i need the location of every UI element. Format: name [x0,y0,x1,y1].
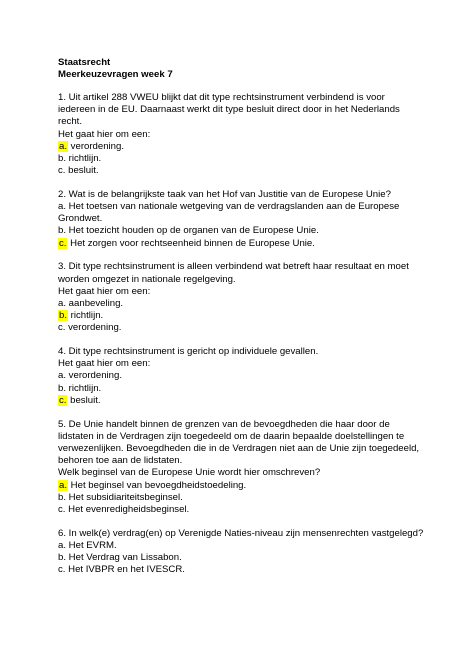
question-4 [58,346,424,407]
answer-letter: a. [58,370,67,382]
document-subtitle: Meerkeuzevragen week 7 [58,69,173,81]
answer-text: aanbeveling. [66,297,124,309]
answer-text: Het evenredigheidsbeginsel. [65,504,190,515]
answer-text: Het subsidiariteitsbeginsel. [66,491,183,503]
answer-text: richtlijn. [68,310,104,322]
answer-text: Het toetsen van nationale wetgeving van de verdragslanden aan de Europese Grondwet. [58,201,400,225]
question-2 [58,189,424,250]
answer-option-a [58,480,424,492]
answer-text: besluit. [67,394,101,406]
question-prompt: Het gaat hier om een: [58,128,151,140]
answer-text: verordening. [66,370,123,382]
answer-letter: c. [58,165,66,177]
answer-option-b [58,153,424,165]
answer-letter: c. [58,504,66,515]
question-1 [58,92,424,177]
answer-option-b [58,492,424,504]
question-text: 3. Dit type rechtsinstrument is alleen verbindend wat betreft haar resultaat en moet worden omgezet in nationale regelgeving. [58,261,409,285]
answer-text: verordening. [68,140,125,152]
answer-letter-highlighted: a. [59,140,68,152]
answer-letter-highlighted: c. [59,237,67,249]
answer-text: Het Verdrag van Lissabon. [66,552,182,564]
question-text: 6. In welk(e) verdrag(en) op Verenigde Naties-niveau zijn mensenrechten vastgelegd? [58,527,424,539]
answer-option-b [58,383,424,395]
answer-letter: b. [58,552,67,564]
question-prompt: Het gaat hier om een: [58,285,151,297]
question-5 [58,419,424,517]
answer-text: besluit. [65,165,99,177]
answer-text: richtlijn. [66,382,102,394]
answer-letter-highlighted: a. [59,479,68,491]
answer-option-b [58,552,424,564]
answer-option-b [58,225,424,237]
answer-letter-highlighted: b. [59,310,68,322]
question-prompt: Welk beginsel van de Europese Unie wordt hier omschreven? [58,467,321,479]
answer-option-c [58,238,424,250]
answer-letter: a. [58,201,67,213]
answer-option-a [58,540,424,552]
answer-letter: c. [58,322,66,334]
answer-option-c [58,322,424,334]
question-prompt: Het gaat hier om een: [58,358,151,370]
answer-letter-highlighted: c. [59,394,67,406]
answer-option-a [58,141,424,153]
answer-letter: c. [58,564,66,576]
answer-option-a [58,201,424,225]
answer-letter: a. [58,297,67,309]
answer-option-a [58,370,424,382]
answer-option-c [58,395,424,407]
answer-letter: b. [58,491,67,503]
answer-letter: b. [58,382,67,394]
answer-letter: b. [58,152,67,164]
answer-text: Het IVBPR en het IVESCR. [65,564,185,576]
answer-option-b [58,310,424,322]
answer-option-c [58,165,424,177]
question-text: 2. Wat is de belangrijkste taak van het Hof van Justitie van de Europese Unie? [58,188,391,200]
question-text: 4. Dit type rechtsinstrument is gericht op individuele gevallen. [58,346,319,358]
question-6 [58,528,424,577]
answer-text: Het toezicht houden op de organen van de Europese Unie. [66,225,319,237]
document-title: Staatsrecht [58,57,111,68]
question-text: 5. De Unie handelt binnen de grenzen van de bevoegdheden die haar door de lidstaten in de Verdragen zijn toegedeeld om de daarin bepaalde doelstellingen te verwezenlijken. Bevoegdheden die in de Verdragen niet aan de Unie zijn toegedeeld, behoren toe aan de lidstaten. [58,418,420,467]
answer-letter: b. [58,225,67,237]
answer-text: richtlijn. [66,152,102,164]
question-3 [58,261,424,334]
question-text: 1. Uit artikel 288 VWEU blijkt dat dit type rechtsinstrument verbindend is voor iedereen in de EU. Daarnaast werkt dit type besluit direct door in het Nederlands recht. [58,91,400,128]
answer-text: verordening. [65,322,122,334]
answer-option-c [58,504,424,516]
answer-option-a [58,298,424,310]
answer-text: Het zorgen voor rechtseenheid binnen de Europese Unie. [67,237,315,249]
answer-text: Het EVRM. [66,539,117,551]
answer-option-c [58,564,424,576]
answer-text: Het beginsel van bevoegdheidstoedeling. [68,479,247,491]
answer-letter: a. [58,539,67,551]
